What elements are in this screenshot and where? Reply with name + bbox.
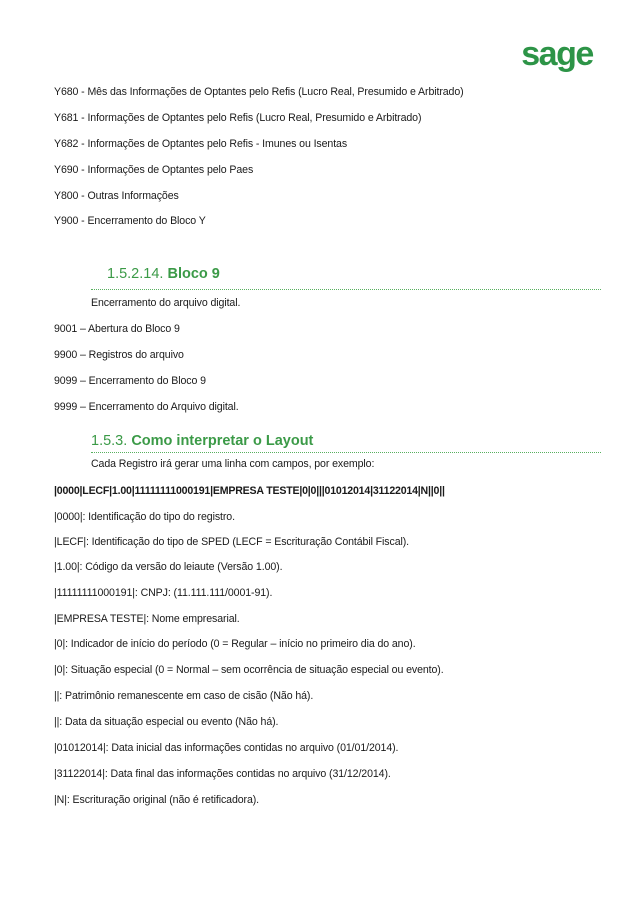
field-line: |N|: Escrituração original (não é retificadora). [54,794,260,806]
sage-logo-text: sage [521,40,593,73]
section-rule [91,289,601,290]
bloco9-line: 9999 – Encerramento do Arquivo digital. [54,401,239,413]
bloco9-line: 9900 – Registros do arquivo [54,349,184,361]
section-title: Como interpretar o Layout [131,433,314,449]
field-line: |11111111000191|: CNPJ: (11.111.111/0001-91). [54,587,273,599]
section-intro: Cada Registro irá gerar uma linha com campos, por exemplo: [91,458,375,470]
section-number: 1.5.3. [91,433,128,449]
y-line: Y690 - Informações de Optantes pelo Paes [54,164,254,176]
section-heading-layout [91,433,313,449]
layout-example: |0000|LECF|1.00|11111111000191|EMPRESA TESTE|0|0|||01012014|31122014|N||0|| [54,485,445,497]
field-line: |1.00|: Código da versão do leiaute (Versão 1.00). [54,561,283,573]
y-line: Y800 - Outras Informações [54,190,179,202]
field-line: |EMPRESA TESTE|: Nome empresarial. [54,613,240,625]
section-rule [91,452,601,453]
section-heading-bloco9 [107,266,220,282]
bloco9-line: 9099 – Encerramento do Bloco 9 [54,375,206,387]
section-number: 1.5.2.14. [107,266,164,282]
bloco9-line: 9001 – Abertura do Bloco 9 [54,323,180,335]
field-line: |LECF|: Identificação do tipo de SPED (LECF = Escrituração Contábil Fiscal). [54,536,410,548]
y-line: Y681 - Informações de Optantes pelo Refis (Lucro Real, Presumido e Arbitrado) [54,112,422,124]
field-line: |0|: Indicador de início do período (0 = Regular – início no primeiro dia do ano). [54,638,416,650]
section-intro: Encerramento do arquivo digital. [91,297,241,309]
y-line: Y682 - Informações de Optantes pelo Refis - Imunes ou Isentas [54,138,348,150]
field-line: |01012014|: Data inicial das informações contidas no arquivo (01/01/2014). [54,742,399,754]
field-line: |31122014|: Data final das informações contidas no arquivo (31/12/2014). [54,768,391,780]
sage-logo [508,40,606,74]
y-line: Y900 - Encerramento do Bloco Y [54,215,206,227]
field-line: |0000|: Identificação do tipo do registro. [54,511,235,523]
y-line: Y680 - Mês das Informações de Optantes pelo Refis (Lucro Real, Presumido e Arbitrado) [54,86,464,98]
section-title: Bloco 9 [167,266,220,282]
field-line: ||: Data da situação especial ou evento (Não há). [54,716,279,728]
field-line: |0|: Situação especial (0 = Normal – sem ocorrência de situação especial ou evento). [54,664,444,676]
field-line: ||: Patrimônio remanescente em caso de cisão (Não há). [54,690,314,702]
